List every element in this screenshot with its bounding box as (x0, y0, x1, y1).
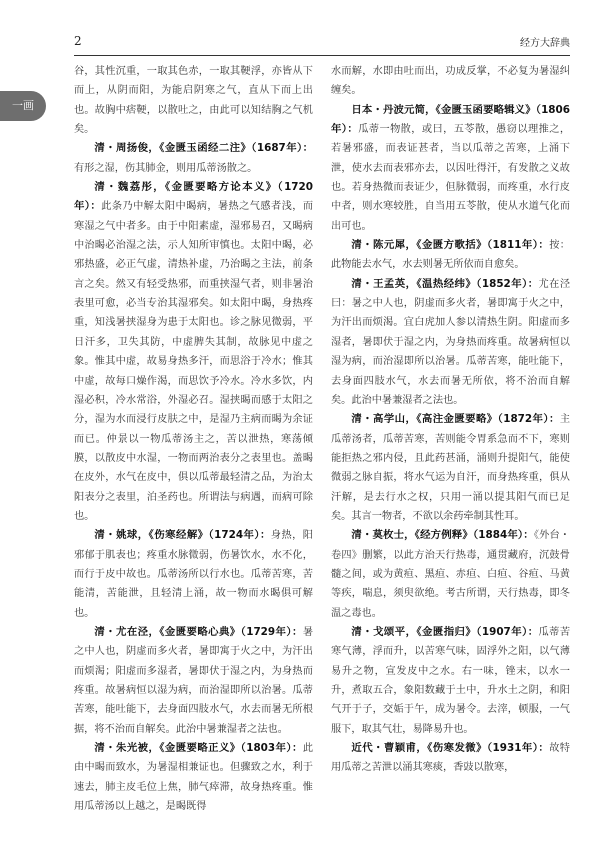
entry-text: 故特用瓜蒂之苦泄以涌其寒痰，香豉以散寒， (331, 743, 570, 774)
entry-citation: 日本・丹波元简，《金匮玉函要略辑义》（1806年）： (331, 103, 570, 136)
entry-paragraph (331, 236, 570, 275)
entry-text: 有形之湿，伤其肺金，则用瓜蒂汤散之。 (74, 162, 258, 174)
entry-paragraph (331, 410, 570, 526)
book-title: 经方大辞典 (520, 38, 570, 49)
entry-citation: 清・姚球，《伤寒经解》（1724年）： (94, 529, 271, 542)
entry-citation: 清・朱光被，《金匮要略正义》（1803年）： (94, 742, 303, 755)
entry-paragraph (74, 139, 313, 178)
entry-paragraph (74, 62, 313, 139)
entry-text: 《外台・卷四》删繁，以此方治天行热毒，通贯藏府，沉鼓骨髓之间，或为黄疸、黑疸、赤疸、白疸、谷疸、马黄等疾，喘息，须臾欲绝。考古所谓，天行热毒，即冬温之毒也。 (331, 530, 570, 619)
entry-text: 瓜蒂苦寒气薄，浮而升，以苦寒气味，固浮外之阳，以气薄易升之物，宣发皮中之水。右一味，锉末，以水一升，煮取五合，象阳数藏于土中，升水土之阴，和阳气开于子，交姤于午，成为暑令。去滓，顿服，一气服下，取其气壮，易降易升也。 (331, 626, 570, 735)
entry-citation: 清・尤在泾，《金匮要略心典》（1729年）： (94, 625, 303, 638)
entry-citation: 清・莫枚士，《经方例释》（1884年）： (351, 529, 534, 542)
entry-text: 暑之中人也，阴虚而多火者，暑即寓于火之中，为汗出而烦渴；阳虚而多湿者，暑即伏于湿之内，为身热而疼重。故暑病恒以湿为病，而治湿即所以治暑。瓜蒂苦寒，能吐能下，去身面四肢水气，水去而暑无所根据，将不治而自解矣。此治中暑兼湿者之法也。 (74, 626, 313, 735)
entry-paragraph (331, 526, 570, 623)
entry-citation: 清・高学山，《高注金匮要略》（1872年）： (351, 413, 560, 426)
entry-citation: 近代・曹颖甫，《伤寒发微》（1931年）： (351, 742, 550, 755)
entry-text: 此由中暍而致水，为暑湿相兼证也。但骤致之水，利于速去，肺主皮毛位上焦，肺气瘁滞，故身热疼重。惟用瓜蒂汤以上越之，是暍既得 (74, 743, 313, 813)
entry-citation: 清・王孟英，《温热经纬》（1852年）： (351, 277, 539, 290)
entry-citation: 清・陈元犀，《金匮方歌括》（1811年）： (351, 239, 550, 252)
entry-text: 尤在泾曰：暑之中人也，阴虚而多火者，暑即寓于火之中，为汗出而烦渴。宜白虎加人参以清热生阴。阳虚而多湿者，暑即伏于湿之内，为身热而疼重。故暑病恒以湿为病，而治湿即所以治暑。瓜蒂苦寒，能吐能下，去身面四肢水气，水去而暑无所依，将不治而自解矣。此治中暑兼湿者之法也。 (331, 278, 570, 406)
entry-paragraph (331, 275, 570, 410)
entry-text: 主瓜蒂汤者，瓜蒂苦寒，苦则能令胃系急而不下，寒则能拒热之邪内侵，且此药甚涌，涌则升提阳气，能使微弱之脉自振，将水气运为自汗，而身热疼重，俱从汗解，是去行水之权，只用一涌以提其阳气而已足矣。其言一物者，不欲以余药牵制其性耳。 (331, 414, 570, 522)
page-header (74, 34, 570, 52)
page-number: 2 (74, 34, 82, 48)
entry-text: 瓜蒂一物散，或曰，五苓散，愚窃以理推之，若暑邪盛，而表证甚者，当以瓜蒂之苦寒，上涌下泄，使水去而表邪亦去，以因吐得汗，有发散之义故也。若身热微而表证少，但脉微弱，而疼重，水行皮中者，则水寒较胜，自当用五苓散，使从水道气化而出可也。 (331, 124, 570, 232)
entry-paragraph (331, 739, 570, 778)
entry-paragraph (74, 623, 313, 739)
entry-text: 此条乃中解太阳中暍病，暑热之气感者浅，而寒湿之气中者多。由于中阳素虚，湿邪易召，又暍病中治暍必治湿之法，示人知所审慎也。太阳中暍，必邪热盛，必正气虚，清热补虚，乃治暍之主法，前条言之矣。然又有轻受热邪，而重挟湿气者，则非暑治表里可愈，必当专治其湿邪矣。如太阳中暍，身热疼重，知浅暑挟湿身为患于太阳也。诊之脉见微弱，平日汗多，卫失其防，中虚脾失其制，故脉见中虚之象。惟其中虚，故易身热多汗，而思浴于冷水；惟其中虚，故每口燥作渴，而思饮予冷水。冷水多饮，内湿必积，冷水常浴，外湿必召。湿挟暍而感于太阳之分，湿为水而浸行皮肤之中，是湿乃主病而暍为余证而已。仲景以一物瓜蒂汤主之，苦以泄热，寒荡倾膜，以散皮中水湿，一物而两治表分之表里也。盖暍在皮外，水气在皮中，俱以瓜蒂最轻清之品，为治太阳表分之表里，泊圣药也。所谓法与病遇，而病可除也。 (74, 201, 313, 522)
entry-text: 身热，阳邪郁于肌表也；疼重水脉微弱，伤暑饮水，水不化，而行于皮中故也。瓜蒂汤所以行水也。瓜蒂苦寒，苦能清，苦能泄，且轻清上涌，故一物而水暍俱可解也。 (74, 530, 313, 619)
header-rule (74, 55, 570, 56)
entry-paragraph (74, 739, 313, 816)
entry-citation: 清・周扬俊，《金匮玉函经二注》（1687年）： (94, 142, 313, 155)
entry-paragraph (331, 101, 570, 236)
entry-paragraph (331, 623, 570, 739)
entry-text: 按：此物能去水气，水去则暑无所依而自愈矣。 (331, 240, 570, 271)
entry-paragraph (74, 526, 313, 623)
entry-citation: 清・戈颂平，《金匮指归》（1907年）： (351, 625, 539, 638)
right-column (331, 62, 570, 832)
entry-paragraph (331, 62, 570, 101)
entry-text: 谷，其性沉重，一取其色赤，一取其鞕浮，亦皆从下而上，从阴而阳，为能启阴寒之气，直从下而上出也。故胸中痞鞕，以散吐之，由此可以知结胸之气机矣。 (74, 66, 313, 136)
left-column (74, 62, 313, 832)
entry-paragraph (74, 178, 313, 526)
entry-citation: 清・魏荔彤，《金匮要略方论本义》（1720年）： (74, 181, 313, 213)
section-tab[interactable]: 一画 (0, 91, 46, 121)
entry-text: 水而解，水即由吐而出，功成反掌，不必复为暑湿纠缠矣。 (331, 66, 570, 97)
